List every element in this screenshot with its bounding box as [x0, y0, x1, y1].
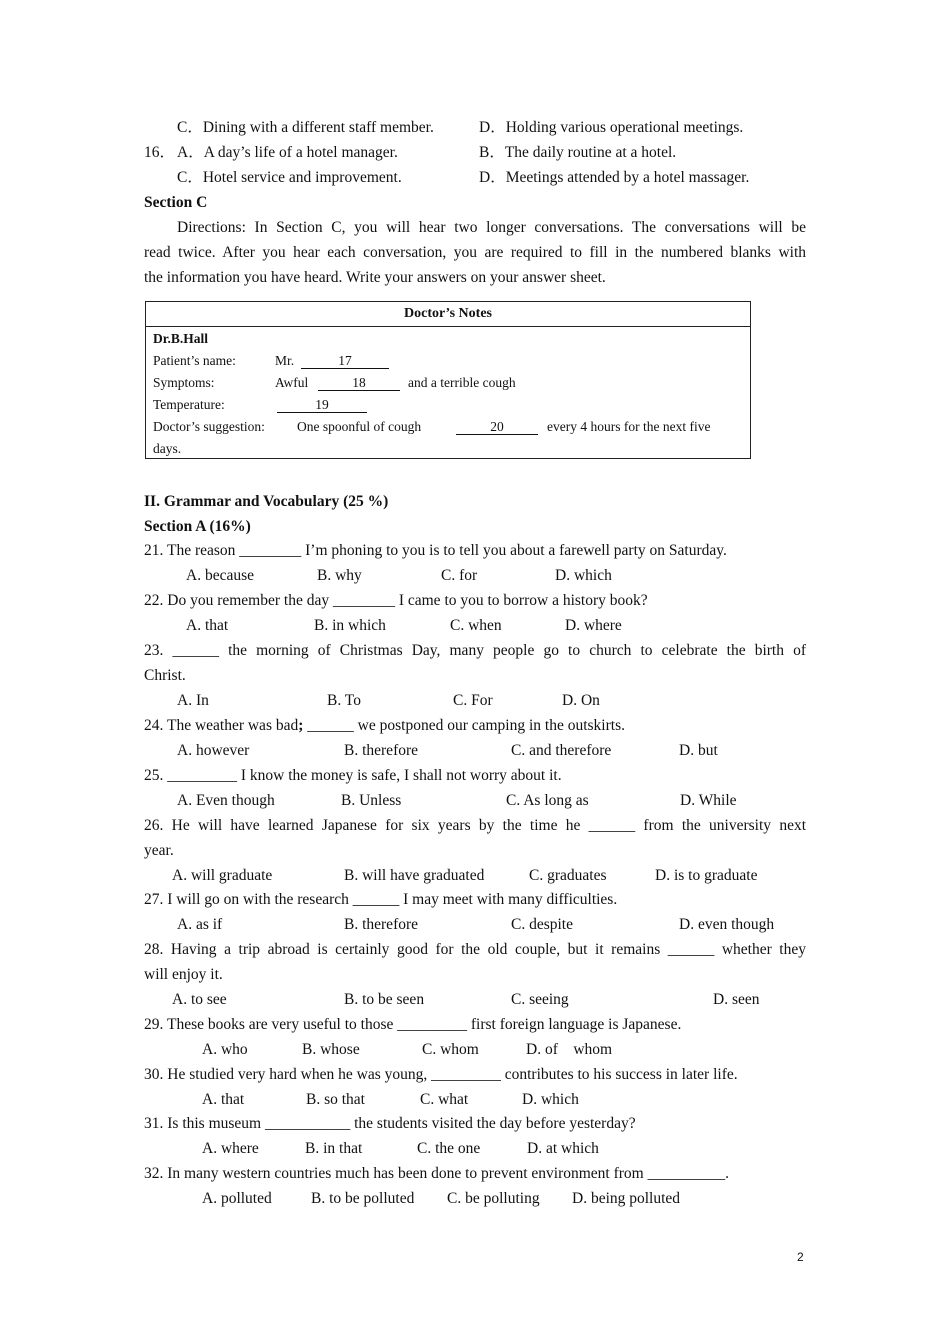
question-30-option-b: B. so that	[306, 1091, 365, 1108]
question-23-option-a: A. In	[177, 692, 209, 709]
question-32-option-a: A. polluted	[202, 1190, 272, 1207]
section-c-directions-line-2: read twice. After you hear each conversation, you are required to fill in the numbered blanks with	[144, 244, 806, 261]
question-27-option-d: D. even though	[679, 916, 775, 933]
question-22-stem: 22. Do you remember the day ________ I came to you to borrow a history book?	[144, 592, 648, 609]
suggestion-label: Doctor’s suggestion:	[153, 419, 265, 434]
question-26-stem: 26. He will have learned Japanese for six years by the time he ______ from the university next	[144, 817, 806, 834]
question-24-option-d: D. but	[679, 742, 718, 759]
blank-19	[277, 396, 367, 414]
section-c-directions-line-1: Directions: In Section C, you will hear two longer conversations. The conversations will be	[177, 219, 806, 236]
question-23-stem: 23. ______ the morning of Christmas Day, many people go to church to celebrate the birth of	[144, 642, 806, 659]
question-21-option-d: D. which	[555, 567, 612, 584]
doctor-name: Dr.B.Hall	[153, 331, 209, 346]
q16-option-a: A．A day’s life of a hotel manager.	[177, 144, 398, 161]
question-26-option-c: C. graduates	[529, 867, 607, 884]
question-21-stem: 21. The reason ________ I’m phoning to you is to tell you about a farewell party on Saturday.	[144, 542, 727, 559]
question-30-stem: 30. He studied very hard when he was young, _________ contributes to his success in later life.	[144, 1066, 738, 1083]
question-32-stem: 32. In many western countries much has been done to prevent environment from __________.	[144, 1165, 729, 1182]
q16-option-c: C．Hotel service and improvement.	[177, 169, 402, 186]
blank-18	[318, 374, 400, 392]
q16-option-b: B．The daily routine at a hotel.	[479, 144, 677, 161]
symptoms-label: Symptoms:	[153, 375, 215, 390]
question-24-stem-part-1: 24. The weather was bad	[144, 717, 299, 734]
question-28-option-a: A. to see	[172, 991, 227, 1008]
question-28-stem-cont: will enjoy it.	[144, 966, 223, 983]
question-31-stem: 31. Is this museum ___________ the students visited the day before yesterday?	[144, 1115, 636, 1132]
question-30-option-c: C. what	[420, 1091, 469, 1108]
question-23-option-b: B. To	[327, 692, 361, 709]
suggestion-tail-days: days.	[153, 441, 182, 456]
suggestion-text: One spoonful of cough	[297, 419, 422, 434]
question-27-option-a: A. as if	[177, 916, 223, 933]
question-24-stem	[144, 716, 625, 736]
question-32-option-b: B. to be polluted	[311, 1190, 415, 1207]
section-c-directions-line-3: the information you have heard. Write your answers on your answer sheet.	[144, 269, 606, 286]
question-26-option-d: D. is to graduate	[655, 867, 758, 884]
question-25-stem: 25. _________ I know the money is safe, I shall not worry about it.	[144, 767, 562, 784]
question-32-option-c: C. be polluting	[447, 1190, 540, 1207]
patient-name-prefix: Mr.	[275, 353, 295, 368]
question-30-option-d: D. which	[522, 1091, 579, 1108]
question-24-option-a: A. however	[177, 742, 250, 759]
blank-17	[301, 352, 389, 370]
question-28-option-d: D. seen	[713, 991, 760, 1008]
question-26-option-a: A. will graduate	[172, 867, 273, 884]
q16-option-d: D．Meetings attended by a hotel massager.	[479, 169, 750, 186]
question-25-option-a: A. Even though	[177, 792, 275, 809]
q16-number: 16．	[144, 144, 176, 161]
q15-option-c: C．Dining with a different staff member.	[177, 119, 434, 136]
question-31-option-c: C. the one	[417, 1140, 481, 1157]
blank-18-number: 18	[318, 375, 400, 391]
question-22-option-b: B. in which	[314, 617, 386, 634]
question-24-stem-part-2: ______ we postponed our camping in the outskirts.	[303, 717, 625, 734]
symptoms-suffix: and a terrible cough	[408, 375, 516, 390]
question-22-option-d: D. where	[565, 617, 622, 634]
question-26-option-b: B. will have graduated	[344, 867, 485, 884]
blank-19-number: 19	[277, 397, 367, 413]
question-28-option-b: B. to be seen	[344, 991, 425, 1008]
question-30-option-a: A. that	[202, 1091, 245, 1108]
symptoms-prefix: Awful	[275, 375, 309, 390]
question-23-stem-cont: Christ.	[144, 667, 186, 684]
question-31-option-d: D. at which	[527, 1140, 599, 1157]
page-number: 2	[797, 1250, 804, 1264]
question-29-stem: 29. These books are very useful to those _________ first foreign language is Japanese.	[144, 1016, 682, 1033]
blank-20-number: 20	[456, 419, 538, 435]
question-21-option-a: A. because	[186, 567, 254, 584]
question-31-option-b: B. in that	[305, 1140, 363, 1157]
question-29-option-d: D. of whom	[526, 1041, 613, 1058]
question-22-option-a: A. that	[186, 617, 229, 634]
question-32-option-d: D. being polluted	[572, 1190, 681, 1207]
question-29-option-c: C. whom	[422, 1041, 479, 1058]
question-29-option-b: B. whose	[302, 1041, 360, 1058]
question-24-option-b: B. therefore	[344, 742, 419, 759]
question-24-semicolon: ;	[298, 717, 304, 734]
question-22-option-c: C. when	[450, 617, 502, 634]
question-31-option-a: A. where	[202, 1140, 259, 1157]
question-25-option-c: C. As long as	[506, 792, 589, 809]
question-28-option-c: C. seeing	[511, 991, 569, 1008]
doctor-notes-table	[145, 301, 751, 459]
question-21-option-c: C. for	[441, 567, 478, 584]
question-29-option-a: A. who	[202, 1041, 248, 1058]
question-25-option-d: D. While	[680, 792, 737, 809]
doctor-notes-title: Doctor’s Notes	[146, 302, 750, 327]
suggestion-tail: every 4 hours for the next five	[547, 419, 711, 434]
part-2-title: II. Grammar and Vocabulary (25 %)	[144, 493, 389, 510]
section-a-title: Section A (16%)	[144, 518, 251, 535]
section-c-title: Section C	[144, 194, 208, 211]
question-23-option-d: D. On	[562, 692, 600, 709]
question-27-option-b: B. therefore	[344, 916, 419, 933]
question-25-option-b: B. Unless	[341, 792, 402, 809]
patient-name-label: Patient’s name:	[153, 353, 236, 368]
blank-20	[456, 418, 538, 436]
question-23-option-c: C. For	[453, 692, 493, 709]
q15-option-d: D．Holding various operational meetings.	[479, 119, 744, 136]
question-26-stem-cont: year.	[144, 842, 174, 859]
blank-17-number: 17	[301, 353, 389, 369]
question-27-option-c: C. despite	[511, 916, 573, 933]
question-27-stem: 27. I will go on with the research ______ I may meet with many difficulties.	[144, 891, 618, 908]
question-28-stem: 28. Having a trip abroad is certainly good for the old couple, but it remains ______ whether they	[144, 941, 806, 958]
question-21-option-b: B. why	[317, 567, 362, 584]
question-24-option-c: C. and therefore	[511, 742, 612, 759]
temperature-label: Temperature:	[153, 397, 225, 412]
